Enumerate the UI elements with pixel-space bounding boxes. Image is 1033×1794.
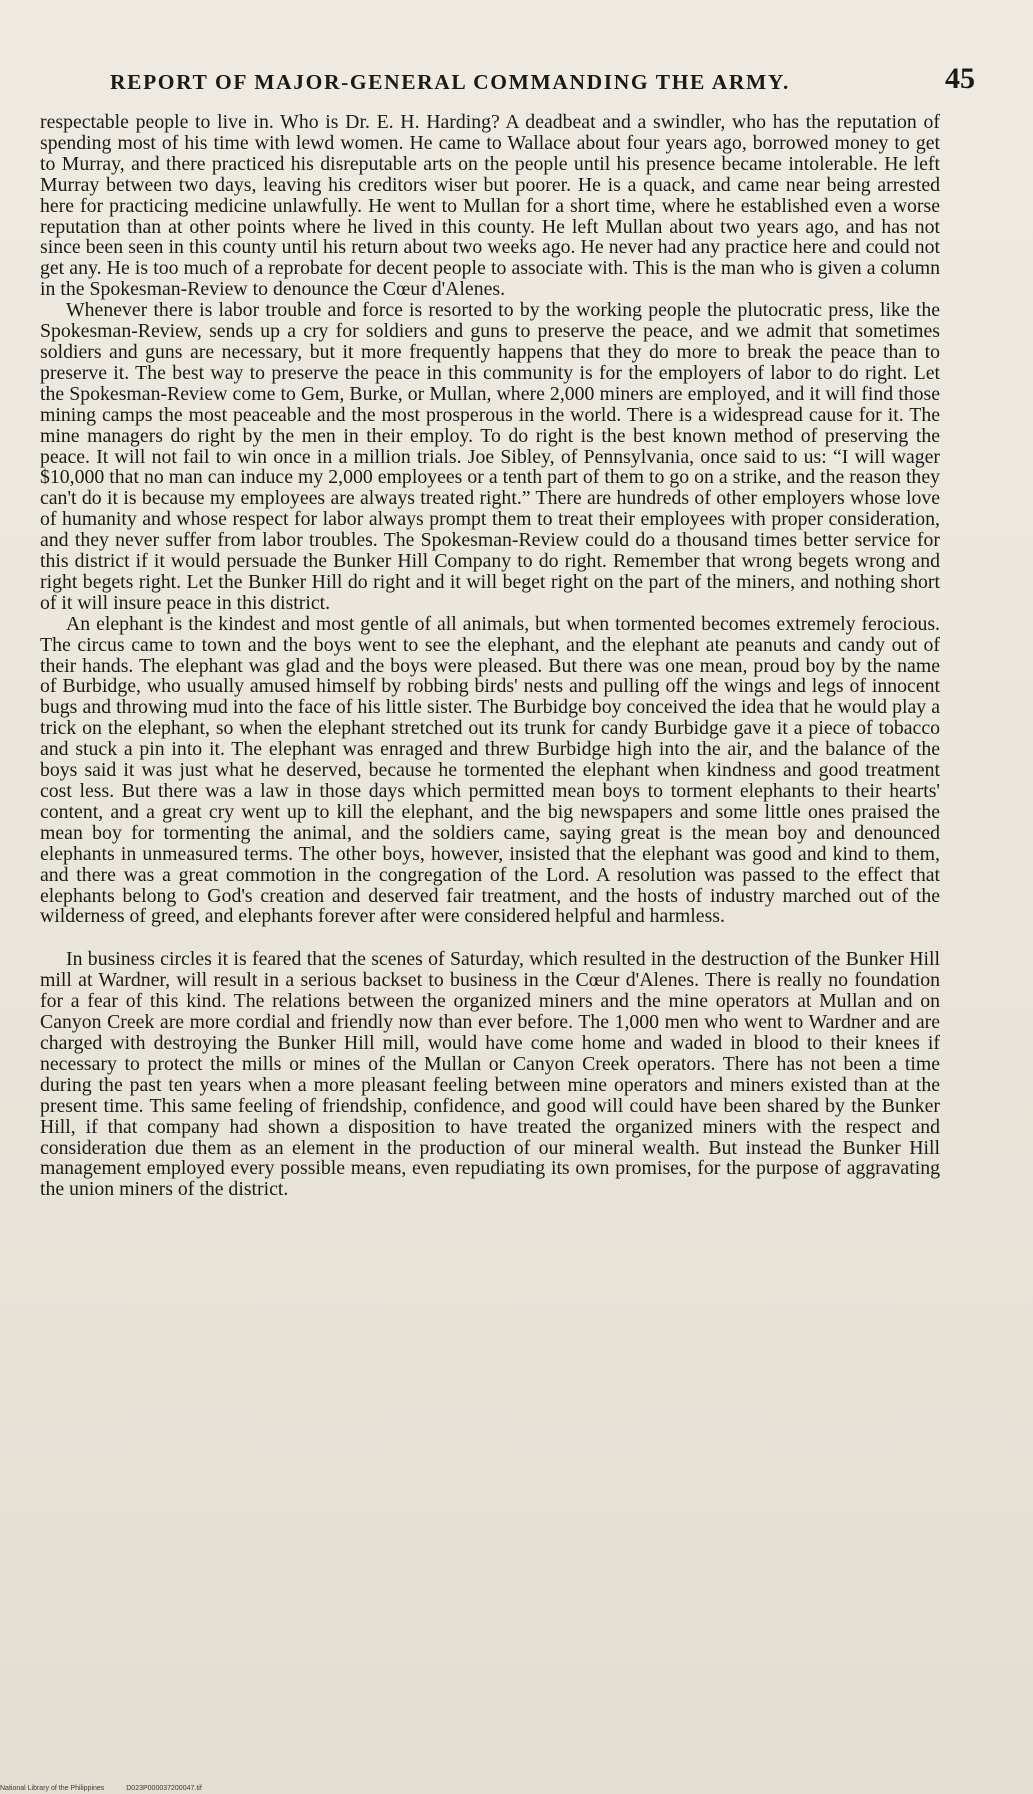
file-identifier: D023P000037200047.tif bbox=[126, 1785, 202, 1792]
page-number: 45 bbox=[945, 62, 975, 95]
page-header bbox=[40, 62, 993, 102]
paragraph-business-circles: In business circles it is feared that the scenes of Saturday, which resulted in the destruction of the Bunker Hill mill at Wardner, will result in a serious backset to business in the Cœur d'Alenes. There is really no foundation for a fear of this kind. The relations between the organized miners and the mine operators at Mullan and on Canyon Creek are more cordial and friendly now than ever before. The 1,000 men who went to Wardner and are charged with destroying the Bunker Hill mill, would have come home and waded in blood to their knees if necessary to protect the mills or mines of the Mullan or Canyon Creek operators. There has not been a time during the past ten years when a more pleasant feeling between mine operators and miners existed than at the present time. This same feeling of friendship, confidence, and good will could have been shared by the Bunker Hill, if that company had shown a disposition to have treated the organized miners with the respect and consideration due them as an element in the production of our mineral wealth. But instead the Bunker Hill management employed every possible means, even repudiating its own promises, for the purpose of aggravating the union miners of the district. bbox=[40, 948, 940, 1201]
paragraph-labor-trouble: Whenever there is labor trouble and force is resorted to by the working people the plutocratic press, like the Spokesman-Review, sends up a cry for soldiers and guns to preserve the peace, and we admit that sometimes soldiers and guns are necessary, but it more frequently happens that they do more to break the peace than to preserve it. The best way to preserve the peace in this community is for the employers of labor to do right. Let the Spokesman-Review come to Gem, Burke, or Mullan, where 2,000 miners are employed, and it will find those mining camps the most peaceable and the most prosperous in the world. There is a widespread cause for it. The mine managers do right by the men in their employ. To do right is the best known method of preserving the peace. It will not fail to win once in a million trials. Joe Sibley, of Pennsylvania, once said to us: “I will wager $10,000 that no man can induce my 2,000 employees or a tenth part of them to go on a strike, and the reason they can't do it is because my employees are always treated right.” There are hundreds of other employers whose love of humanity and whose respect for labor always prompt them to treat their employees with proper consideration, and they never suffer from labor troubles. The Spokesman-Review could do a thousand times better service for this district if it would persuade the Bunker Hill Company to do right. Remember that wrong begets wrong and right begets right. Let the Bunker Hill do right and it will beget right on the part of the miners, and nothing short of it will insure peace in this district. bbox=[40, 299, 940, 614]
library-credit: National Library of the Philippines bbox=[0, 1785, 105, 1792]
scan-footer bbox=[0, 1785, 360, 1792]
paragraph-harding: respectable people to live in. Who is Dr. E. H. Harding? A deadbeat and a swindler, who has the reputation of spending most of his time with lewd women. He came to Wallace about four years ago, borrowed money to get to Murray, and there practiced his disreputable arts on the people until his presence became intolerable. He left Murray between two days, leaving his creditors wiser but poorer. He is a quack, and came near being arrested here for practicing medicine unlawfully. He went to Mullan for a short time, where he established even a worse reputation than at other points where he lived in this county. He left Mullan about two years ago, and has not since been seen in this county until his return about two weeks ago. He never had any practice here and could not get any. He is too much of a reprobate for decent people to associate with. This is the man who is given a column in the Spokesman-Review to denounce the Cœur d'Alenes. bbox=[40, 111, 940, 301]
running-head: REPORT OF MAJOR-GENERAL COMMANDING THE ARMY. bbox=[110, 70, 791, 94]
body-text bbox=[40, 112, 940, 1200]
paragraph-elephant: An elephant is the kindest and most gentle of all animals, but when tormented becomes extremely ferocious. The circus came to town and the boys went to see the elephant, and the elephant ate peanuts and candy out of their hands. The elephant was glad and the boys were pleased. But there was one mean, proud boy by the name of Burbidge, who usually amused himself by robbing birds' nests and pulling off the wings and legs of innocent bugs and throwing mud into the face of his little sister. The Burbidge boy conceived the idea that he would play a trick on the elephant, so when the elephant stretched out its trunk for candy Burbidge gave it a piece of tobacco and stuck a pin into it. The elephant was enraged and threw Burbidge high into the air, and the balance of the boys said it was just what he deserved, because he tormented the elephant when kindness and good treatment cost less. But there was a law in those days which permitted mean boys to torment elephants to their hearts' content, and a great cry went up to kill the elephant, and the big newspapers and some little ones praised the mean boy for tormenting the animal, and the soldiers came, saying great is the mean boy and denounced elephants in unmeasured terms. The other boys, however, insisted that the elephant was good and kind to them, and there was a great commotion in the congregation of the Lord. A resolution was passed to the effect that elephants belong to God's creation and deserved fair treatment, and the hosts of industry marched out of the wilderness of greed, and elephants forever after were considered helpful and harmless. bbox=[40, 612, 940, 928]
